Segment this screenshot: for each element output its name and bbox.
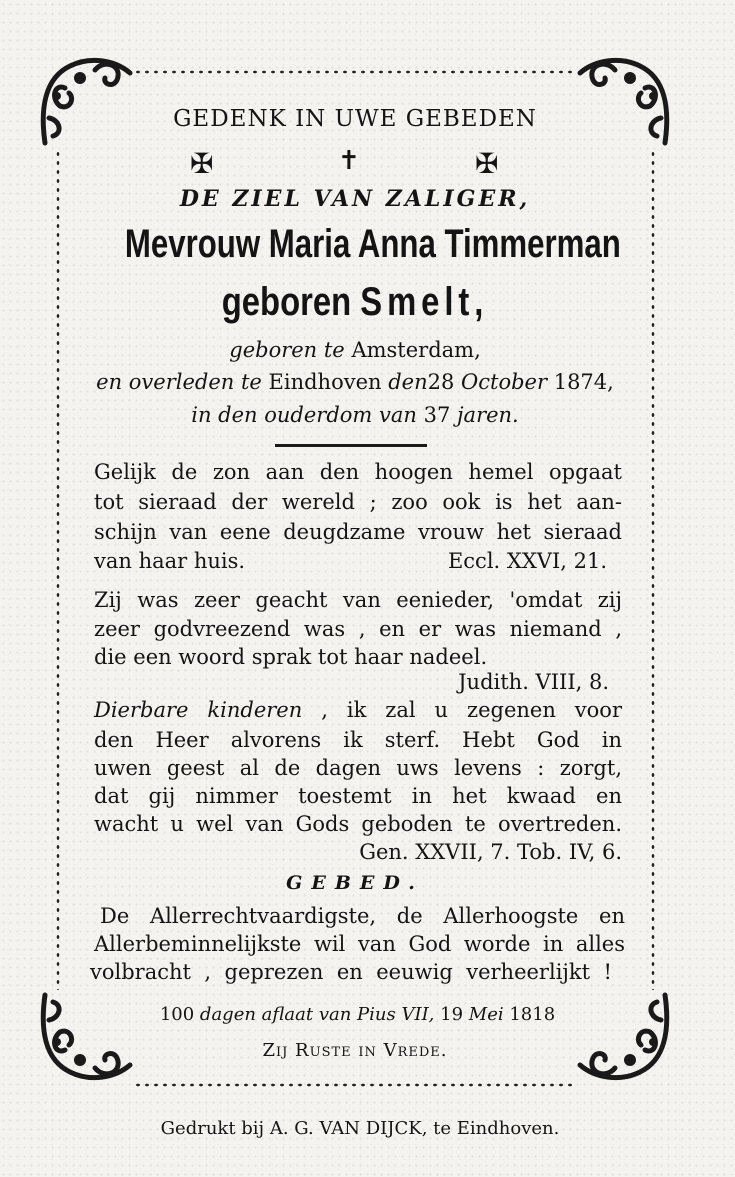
maiden-name <box>113 280 597 325</box>
quote3-line: wacht u wel van Gods geboden te overtreden. <box>94 812 622 836</box>
divider <box>275 444 427 447</box>
ziel-line: DE ZIEL VAN ZALIGER, <box>179 186 531 212</box>
indulgence-days: 100 <box>159 1004 195 1025</box>
birth-place: Amsterdam, <box>351 338 481 362</box>
bottom-border <box>135 1081 575 1089</box>
left-border <box>55 150 61 990</box>
death-year: 1874, <box>553 370 614 394</box>
latin-cross-icon: ✝ <box>338 146 360 176</box>
prayer-title: GEBED. <box>286 872 424 894</box>
rest-in-peace: Zij Ruste in Vrede. <box>262 1040 448 1061</box>
quote3-line: dat gij nimmer toestemt in het kwaad en <box>94 784 622 808</box>
death-den: den <box>388 370 428 394</box>
prayer-line: De Allerrechtvaardigste, de Allerhoogste en <box>100 904 625 928</box>
prayer-line: volbracht , geprezen en eeuwig verheerlijkt ! <box>90 960 612 984</box>
death-line <box>60 370 650 394</box>
quote2-last-line: die een woord sprak tot haar nadeel. <box>94 645 488 669</box>
ornament-corner-top-left-icon <box>35 48 135 148</box>
right-border <box>650 150 656 990</box>
quote3-first-line <box>94 698 622 722</box>
crosses-row <box>190 148 525 188</box>
quote1-line: schijn van eene deugdzame vrouw het sieraad <box>94 520 622 544</box>
maltese-cross-icon: ✠ <box>190 147 214 180</box>
birth-line <box>60 338 650 362</box>
indulgence-line <box>135 1004 580 1025</box>
age-unit: jaren. <box>457 403 519 427</box>
quote3-first-rest: , ik zal u zegenen voor <box>321 698 622 722</box>
heading: GEDENK IN UWE GEBEDEN <box>173 106 537 132</box>
prayer-line: Allerbeminnelijkste wil van God worde in alles <box>94 932 625 956</box>
indulgence-day: 19 <box>440 1004 464 1025</box>
deceased-name: Mevrouw Maria Anna Timmerman <box>124 222 621 266</box>
quote3-reference: Gen. XXVII, 7. Tob. IV, 6. <box>359 840 622 864</box>
death-month: October <box>461 370 548 394</box>
born-surname: Smelt, <box>360 280 489 324</box>
quote3-address: Dierbare kinderen <box>94 698 303 722</box>
age-line <box>60 403 650 427</box>
quote1-last-line <box>94 549 622 573</box>
age-value: 37 <box>423 403 451 427</box>
printer-line: Gedrukt bij A. G. VAN DIJCK, te Eindhoven. <box>160 1118 560 1139</box>
death-day: 28 <box>427 370 455 394</box>
age-label: in den ouderdom van <box>191 403 417 427</box>
birth-label: geboren te <box>229 338 345 362</box>
indulgence-text: dagen aflaat van Pius VII, <box>199 1004 435 1025</box>
quote3-line: uwen geest al de dagen uws levens : zorgt, <box>94 756 622 780</box>
death-place: Eindhoven <box>268 370 382 394</box>
quote1-last-text: van haar huis. <box>94 549 246 573</box>
top-border <box>135 68 575 76</box>
quote1-line: Gelijk de zon aan den hoogen hemel opgaat <box>94 460 622 484</box>
ornament-corner-top-right-icon <box>575 48 675 148</box>
quote2-line: Zij was zeer geacht van eenieder, 'omdat zij <box>94 588 622 612</box>
quote2-line: zeer godvreezend was , en er was niemand , <box>94 617 622 641</box>
indulgence-month: Mei <box>468 1004 504 1025</box>
quote1-line: tot sieraad der wereld ; zoo ook is het aan- <box>94 490 622 514</box>
quote1-reference: Eccl. XXVI, 21. <box>447 549 607 573</box>
quote2-reference: Judith. VIII, 8. <box>458 670 609 694</box>
indulgence-year: 1818 <box>509 1004 556 1025</box>
born-prefix: geboren <box>221 280 352 324</box>
maltese-cross-icon: ✠ <box>475 147 499 180</box>
quote3-line: den Heer alvorens ik sterf. Hebt God in <box>94 728 622 752</box>
death-label: en overleden te <box>96 370 262 394</box>
